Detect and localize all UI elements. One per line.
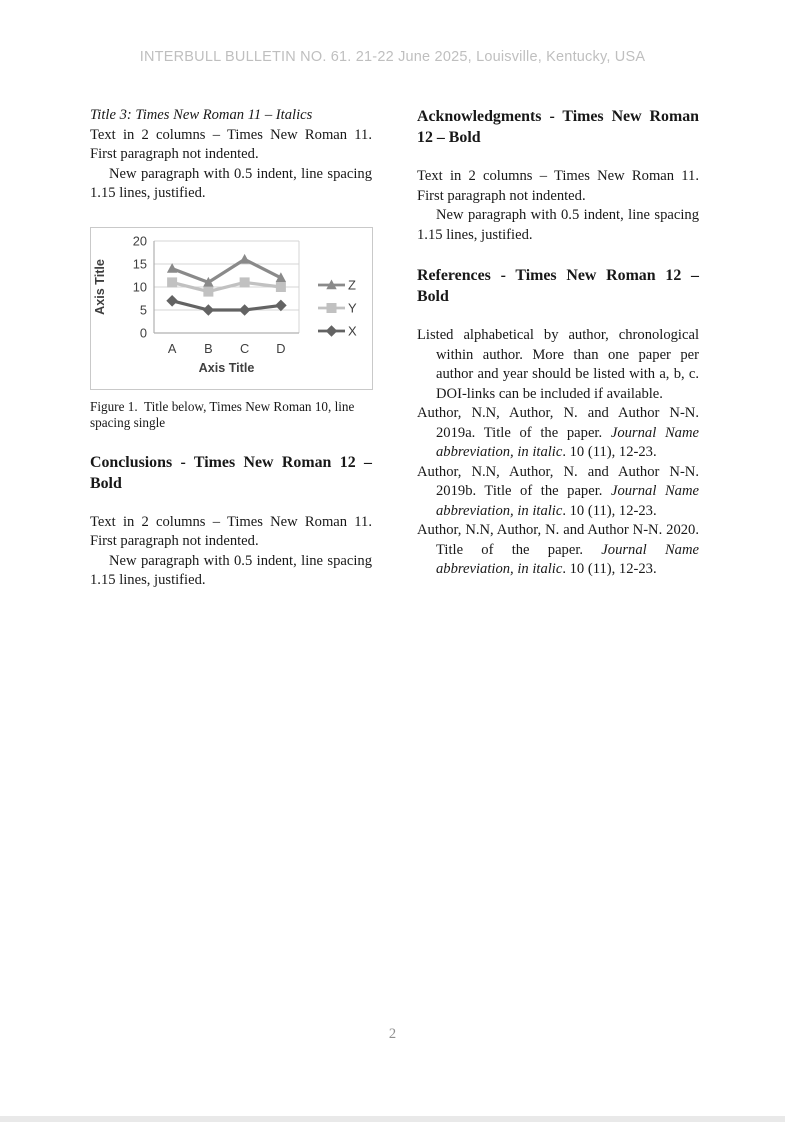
acknowledgments-heading: Acknowledgments - Times New Roman 12 – Bold [417,108,699,146]
page-bottom-edge [0,1116,785,1122]
paragraph: New paragraph with 0.5 indent, line spacing 1.15 lines, justified. [90,165,372,201]
svg-text:10: 10 [132,279,147,294]
svg-text:15: 15 [132,256,147,271]
right-column [417,106,699,591]
svg-text:0: 0 [139,325,147,340]
reference-text: Author, N.N, Author, N. and Author N-N. 2019b. Title of the paper. [417,463,699,499]
figure-1-chart-frame [90,227,373,390]
running-header: INTERBULL BULLETIN NO. 61. 21-22 June 2025, Louisville, Kentucky, USA [139,49,646,65]
reference-text: Author, N.N, Author, N. and Author N-N. 2020. Title of the paper. [417,522,699,558]
paragraph: Text in 2 columns – Times New Roman 11. First paragraph not indented. [417,168,699,204]
reference-journal-italic: Journal Name abbreviation, in italic [436,483,699,519]
svg-text:Y: Y [348,300,357,315]
reference-text: . 10 (11), 12-23. [562,502,657,519]
reference-journal-italic: Journal Name abbreviation, in italic [436,541,699,577]
title3-heading: Title 3: Times New Roman 11 – Italics [90,107,313,123]
two-column-body [90,106,699,591]
reference-journal-italic: Journal Name abbreviation, in italic [436,424,699,460]
reference-entry [417,463,699,522]
conclusions-heading: Conclusions - Times New Roman 12 – Bold [90,453,372,492]
figure-1-caption: Figure 1. Title below, Times New Roman 10, line spacing single [90,398,355,430]
svg-text:C: C [240,340,250,356]
svg-text:20: 20 [132,233,147,248]
figure-1-line-chart [91,228,372,389]
paragraph: Text in 2 columns – Times New Roman 11. First paragraph not indented. [90,126,372,162]
reference-text: Author, N.N, Author, N. and Author N-N. 2019a. Title of the paper. [417,405,699,441]
page-number: 2 [388,1026,397,1042]
reference-text: . 10 (11), 12-23. [562,444,657,460]
svg-text:X: X [348,323,357,338]
svg-text:D: D [276,340,286,356]
reference-entry [417,521,699,580]
reference-entry [417,404,699,463]
svg-text:B: B [204,340,213,356]
references-heading: References - Times New Roman 12 – Bold [417,267,699,305]
svg-text:Axis Title: Axis Title [93,258,107,315]
reference-text: . 10 (11), 12-23. [562,561,657,577]
svg-text:5: 5 [139,302,147,317]
left-column [90,106,372,591]
paragraph: New paragraph with 0.5 indent, line spacing 1.15 lines, justified. [417,207,699,243]
paragraph: New paragraph with 0.5 indent, line spacing 1.15 lines, justified. [90,552,372,588]
paragraph: Text in 2 columns – Times New Roman 11. First paragraph not indented. [90,513,372,549]
svg-text:A: A [167,340,177,356]
svg-text:Z: Z [348,277,356,292]
references-intro: Listed alphabetical by author, chronological within author. More than one paper per author and year should be listed with a, b, c. DOI-links can be included if available. [417,327,699,402]
svg-text:Axis Title: Axis Title [198,360,255,375]
